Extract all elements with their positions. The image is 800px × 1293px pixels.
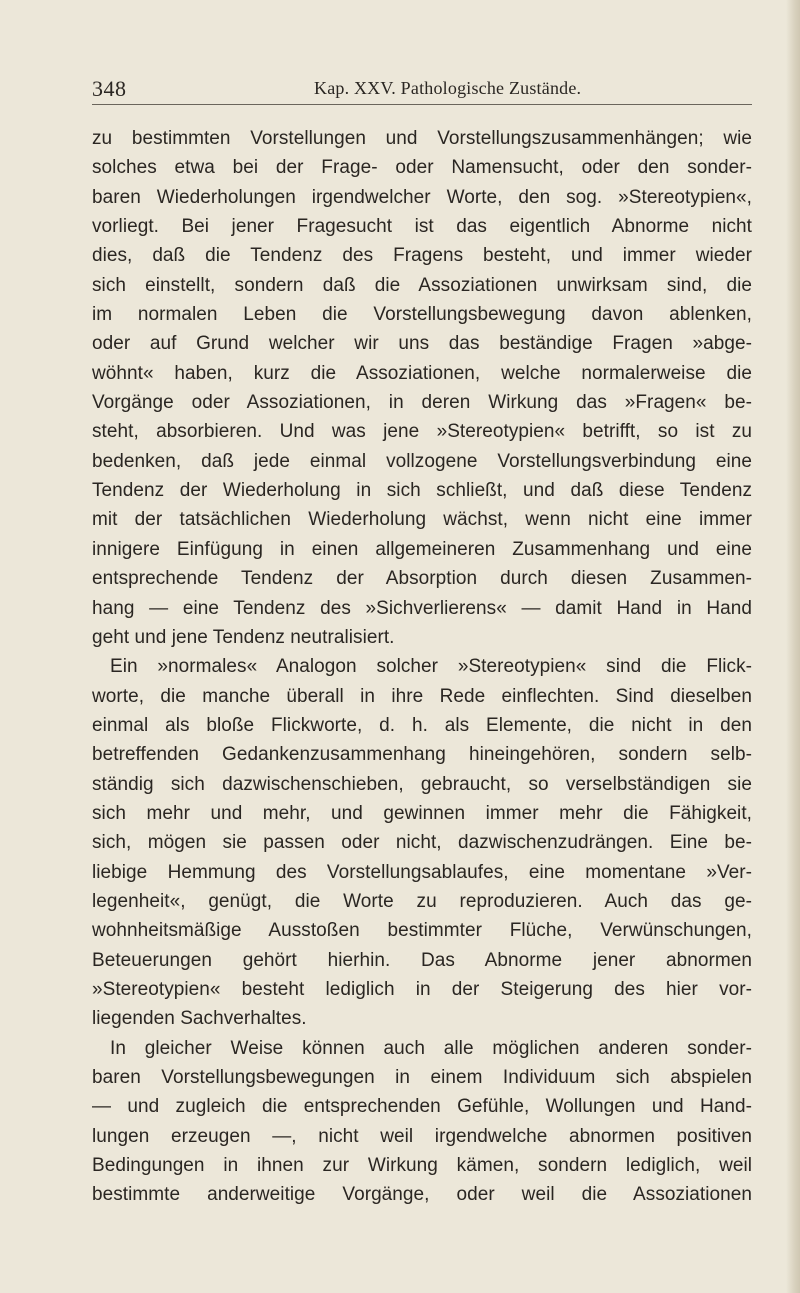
text-line: sich einstellt, sondern daß die Assoziationen unwirksam sind, die bbox=[92, 274, 752, 296]
text-line: vorliegt. Bei jener Fragesucht ist das eigentlich Abnorme nicht bbox=[92, 216, 752, 238]
body-text bbox=[92, 124, 752, 1210]
text-line: Beteuerungen gehört hierhin. Das Abnorme jener abnormen bbox=[92, 949, 752, 971]
text-line: im normalen Leben die Vorstellungsbewegung davon ablenken, bbox=[92, 304, 752, 326]
text-line: hang — eine Tendenz des »Sichverlierens« — damit Hand in Hand bbox=[92, 597, 752, 619]
text-line: sich, mögen sie passen oder nicht, dazwischenzudrängen. Eine be- bbox=[92, 832, 752, 854]
text-line: wöhnt« haben, kurz die Assoziationen, welche normalerweise die bbox=[92, 362, 752, 384]
text-line: geht und jene Tendenz neutralisiert. bbox=[92, 626, 395, 648]
text-line: betreffenden Gedankenzusammenhang hineingehören, sondern selb- bbox=[92, 744, 752, 766]
page-edge-shadow bbox=[786, 0, 800, 1293]
text-line: »Stereotypien« besteht lediglich in der Steigerung des hier vor- bbox=[92, 978, 752, 1000]
text-line: — und zugleich die entsprechenden Gefühle, Wollungen und Hand- bbox=[92, 1096, 752, 1118]
running-head: Kap. XXV. Pathologische Zustände. bbox=[314, 78, 582, 98]
text-line: legenheit«, genügt, die Worte zu reproduzieren. Auch das ge- bbox=[92, 890, 752, 912]
text-line: Vorgänge oder Assoziationen, in deren Wirkung das »Fragen« be- bbox=[92, 392, 752, 414]
text-line: baren Wiederholungen irgendwelcher Worte, den sog. »Stereotypien«, bbox=[92, 186, 752, 208]
text-line: solches etwa bei der Frage- oder Namensucht, oder den sonder- bbox=[92, 157, 752, 179]
text-line: mit der tatsächlichen Wiederholung wächst, wenn nicht eine immer bbox=[92, 509, 752, 531]
text-line: wohnheitsmäßige Ausstoßen bestimmter Flüche, Verwünschungen, bbox=[92, 920, 752, 942]
text-line: oder auf Grund welcher wir uns das beständige Fragen »abge- bbox=[92, 333, 752, 355]
text-line: dies, daß die Tendenz des Fragens besteht, und immer wieder bbox=[92, 245, 752, 267]
text-line: liebige Hemmung des Vorstellungsablaufes, eine momentane »Ver- bbox=[92, 861, 752, 883]
text-line: lungen erzeugen —, nicht weil irgendwelche abnormen positiven bbox=[92, 1125, 752, 1147]
text-line: Ein »normales« Analogon solcher »Stereotypien« sind die Flick- bbox=[110, 656, 752, 678]
text-line: liegenden Sachverhaltes. bbox=[92, 1008, 307, 1030]
text-line: bestimmte anderweitige Vorgänge, oder weil die Assoziationen bbox=[92, 1184, 752, 1206]
text-line: Tendenz der Wiederholung in sich schließt, und daß diese Tendenz bbox=[92, 480, 752, 502]
text-line: baren Vorstellungsbewegungen in einem Individuum sich abspielen bbox=[92, 1067, 752, 1088]
text-line: einmal als bloße Flickworte, d. h. als Elemente, die nicht in den bbox=[92, 714, 752, 736]
text-line: steht, absorbieren. Und was jene »Stereotypien« betrifft, so ist zu bbox=[92, 421, 752, 443]
page-number: 348 bbox=[92, 76, 127, 101]
page-header bbox=[92, 76, 752, 105]
text-line: ständig sich dazwischenschieben, gebraucht, so verselbständigen sie bbox=[92, 773, 752, 795]
text-line: bedenken, daß jede einmal vollzogene Vorstellungsverbindung eine bbox=[92, 450, 752, 472]
text-line: sich mehr und mehr, und gewinnen immer mehr die Fähigkeit, bbox=[92, 802, 752, 824]
text-line: innigere Einfügung in einen allgemeineren Zusammenhang und eine bbox=[92, 538, 752, 560]
text-line: Bedingungen in ihnen zur Wirkung kämen, sondern lediglich, weil bbox=[92, 1155, 752, 1177]
text-line: zu bestimmten Vorstellungen und Vorstellungszusammenhängen; wie bbox=[92, 128, 752, 149]
text-line: worte, die manche überall in ihre Rede einflechten. Sind dieselben bbox=[92, 685, 752, 707]
text-line: In gleicher Weise können auch alle möglichen anderen sonder- bbox=[110, 1037, 752, 1059]
text-line: entsprechende Tendenz der Absorption durch diesen Zusammen- bbox=[92, 568, 752, 590]
